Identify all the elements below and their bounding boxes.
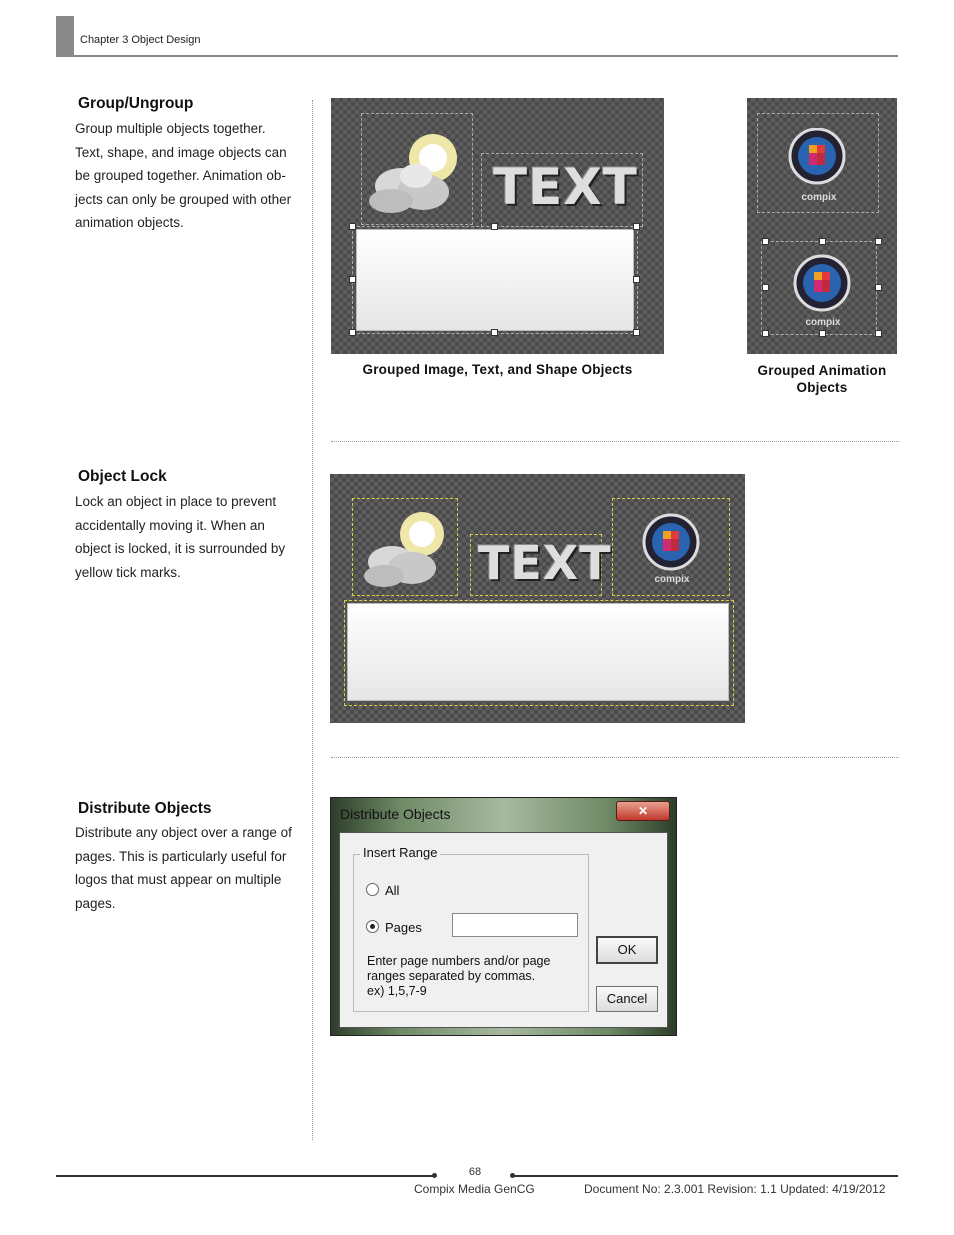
body-line: yellow tick marks. <box>75 564 181 580</box>
page-number: 68 <box>468 1166 482 1178</box>
hint-line: Enter page numbers and/or page <box>367 954 551 968</box>
close-button[interactable] <box>616 801 670 821</box>
footer-product: Compix Media GenCG <box>414 1182 535 1196</box>
hint-line: ranges separated by commas. <box>367 969 536 983</box>
figure-caption <box>742 362 902 396</box>
shape-object <box>347 603 729 701</box>
resize-handle[interactable] <box>762 238 769 245</box>
lock-body <box>75 490 307 584</box>
resize-handle[interactable] <box>491 223 498 230</box>
compix-logo-icon <box>640 512 702 572</box>
logo-text: compix <box>801 192 837 203</box>
logo-text: compix <box>654 574 690 585</box>
close-icon: ✕ <box>637 804 649 818</box>
logo-text: compix <box>805 317 841 328</box>
body-line: accidentally moving it. When an <box>75 517 265 533</box>
grouped-animation-figure <box>747 98 897 354</box>
body-line: Lock an object in place to prevent <box>75 494 277 509</box>
body-line: be grouped together. Animation ob- <box>75 168 286 183</box>
body-line: object is locked, it is surrounded by <box>75 541 286 556</box>
grouped-objects-figure <box>331 98 664 354</box>
resize-handle[interactable] <box>349 276 356 283</box>
header-bar <box>56 16 74 56</box>
cloud-sun-icon <box>361 126 476 221</box>
body-line: Group multiple objects together. <box>75 121 266 136</box>
locked-objects-figure <box>330 474 745 723</box>
distribute-title: Distribute Objects <box>78 800 212 817</box>
radio-selected-dot <box>370 924 375 929</box>
cancel-button[interactable]: Cancel <box>596 986 658 1012</box>
body-line: animation objects. <box>75 215 184 230</box>
body-line: logos that must appear on multiple <box>75 872 282 887</box>
figure-caption: Grouped Image, Text, and Shape Objects <box>362 362 633 377</box>
chapter-title: Chapter 3 Object Design <box>80 34 201 46</box>
resize-handle[interactable] <box>875 330 882 337</box>
caption-line: Objects <box>796 380 848 395</box>
body-line: jects can only be grouped with other <box>75 191 292 207</box>
radio-pages-label: Pages <box>385 920 422 935</box>
text-art: TEXT <box>478 536 612 590</box>
resize-handle[interactable] <box>349 329 356 336</box>
footer-doc-info: Document No: 2.3.001 Revision: 1.1 Updated: 4/19/2012 <box>584 1182 886 1196</box>
body-line: pages. This is particularly useful for <box>75 848 287 864</box>
resize-handle[interactable] <box>875 238 882 245</box>
resize-handle[interactable] <box>633 276 640 283</box>
footer-dot <box>432 1173 437 1178</box>
resize-handle[interactable] <box>875 284 882 291</box>
distribute-body <box>75 821 307 915</box>
body-line: pages. <box>75 895 116 911</box>
pages-input[interactable] <box>452 913 578 937</box>
resize-handle[interactable] <box>819 330 826 337</box>
dialog-hint <box>367 954 550 999</box>
caption-line: Grouped Animation <box>757 363 887 378</box>
hint-line: ex) 1,5,7-9 <box>367 984 427 998</box>
body-line: Text, shape, and image objects can <box>75 144 287 160</box>
group-title: Group/Ungroup <box>78 95 194 112</box>
body-line: Distribute any object over a range of <box>75 825 292 840</box>
lock-title: Object Lock <box>78 468 167 485</box>
compix-logo-icon <box>790 253 854 315</box>
compix-logo-icon <box>785 128 849 190</box>
group-body <box>75 117 307 235</box>
header-rule <box>56 55 898 57</box>
dialog-title: Distribute Objects <box>340 806 451 822</box>
distribute-objects-dialog <box>330 797 677 1036</box>
resize-handle[interactable] <box>762 330 769 337</box>
cloud-sun-icon <box>354 510 462 594</box>
radio-all-label: All <box>385 883 400 898</box>
dialog-body <box>339 832 668 1028</box>
ok-button[interactable]: OK <box>596 936 658 964</box>
group-label: Insert Range <box>360 845 440 860</box>
text-art: TEXT <box>493 158 638 216</box>
footer-rule-right <box>514 1175 898 1177</box>
resize-handle[interactable] <box>762 284 769 291</box>
radio-pages[interactable] <box>366 920 379 933</box>
resize-handle[interactable] <box>349 223 356 230</box>
radio-all[interactable] <box>366 883 379 896</box>
shape-object <box>356 229 634 331</box>
section-divider <box>331 757 899 758</box>
resize-handle[interactable] <box>819 238 826 245</box>
resize-handle[interactable] <box>491 329 498 336</box>
resize-handle[interactable] <box>633 223 640 230</box>
section-divider <box>331 441 899 442</box>
resize-handle[interactable] <box>633 329 640 336</box>
column-divider <box>312 100 313 1140</box>
footer-rule-left <box>56 1175 434 1177</box>
